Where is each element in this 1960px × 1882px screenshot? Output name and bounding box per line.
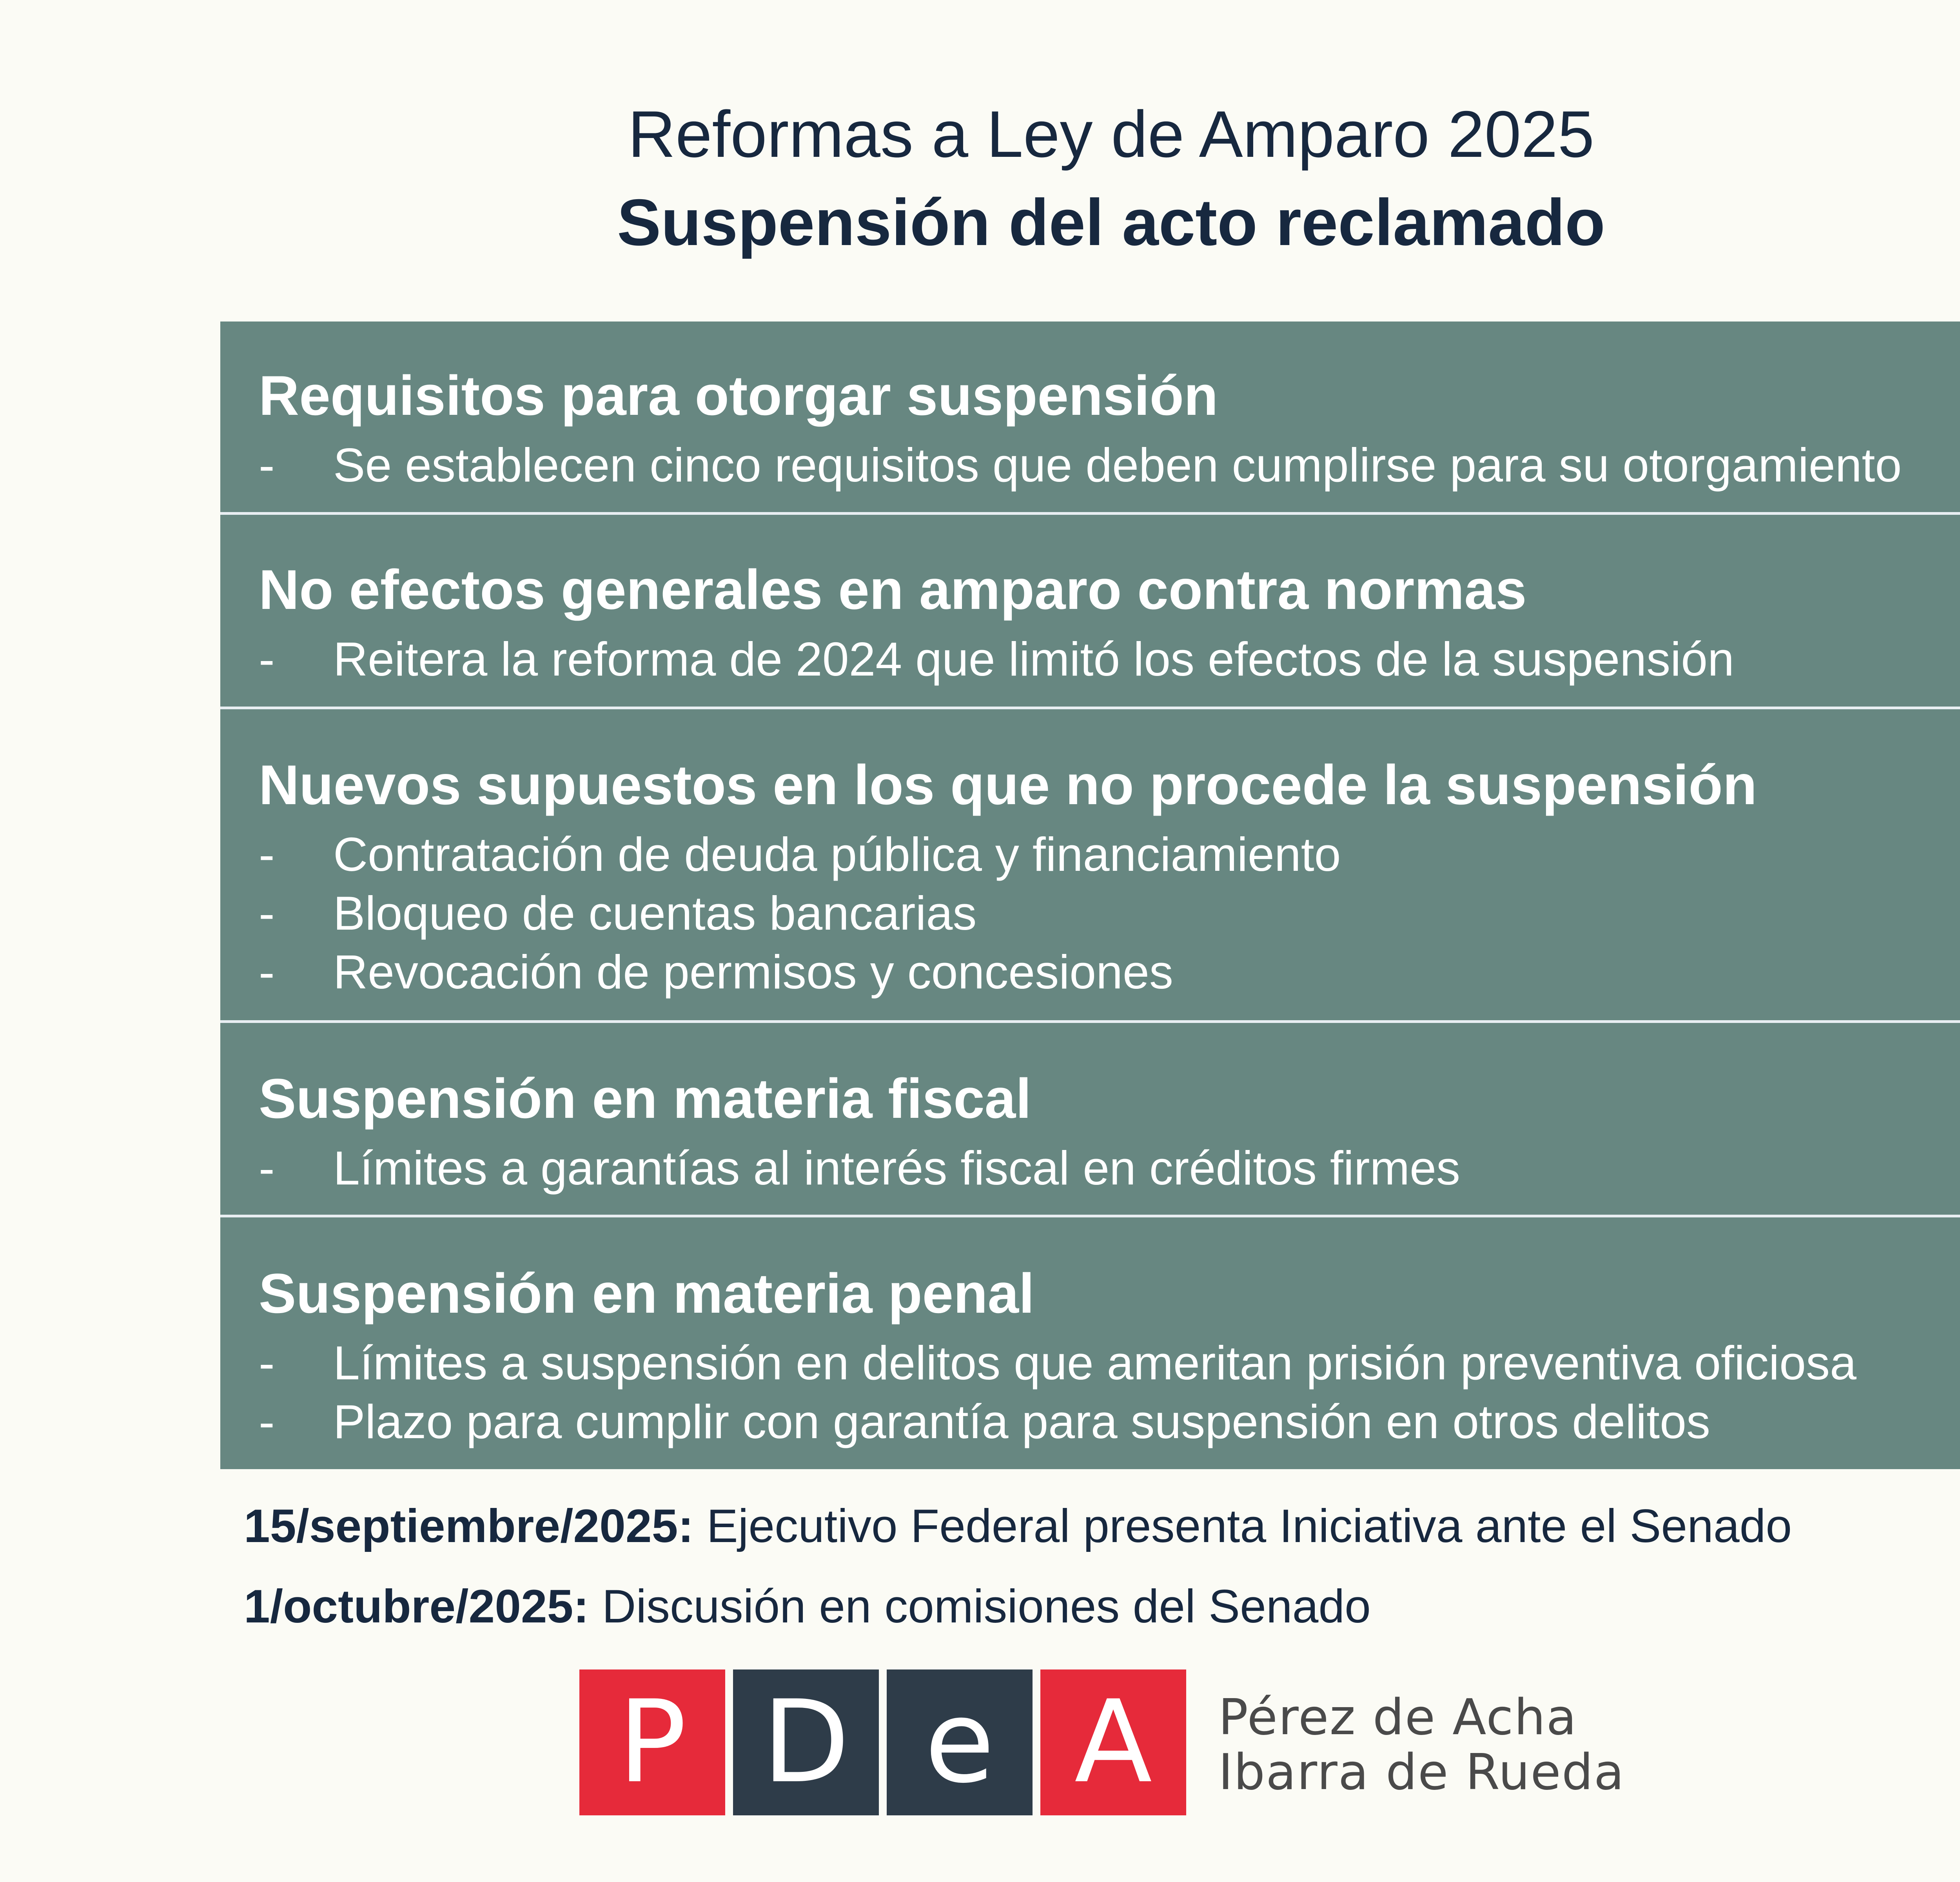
timeline-date: 15/septiembre/2025:	[244, 1500, 694, 1552]
bullet-marker: -	[259, 828, 275, 881]
list-item	[259, 825, 1960, 884]
section-divider	[220, 1215, 1960, 1217]
header	[0, 90, 1960, 267]
section-no-efectos-generales	[220, 553, 1960, 688]
list-item	[259, 436, 1960, 494]
logo-letter-d: D	[733, 1669, 879, 1815]
section-divider	[220, 707, 1960, 709]
timeline-entry	[244, 1566, 1792, 1647]
bullet-text: Reitera la reforma de 2024 que limitó los efectos de la suspensión	[333, 632, 1734, 686]
bullet-list	[259, 630, 1960, 688]
bullet-marker: -	[259, 945, 275, 999]
page-subtitle: Suspensión del acto reclamado	[617, 185, 1605, 259]
bullet-list	[259, 825, 1960, 1001]
bullet-list	[259, 1139, 1960, 1197]
firm-name-line2: Ibarra de Rueda	[1218, 1743, 1625, 1801]
section-requisitos	[220, 359, 1960, 494]
bullet-text: Se establecen cinco requisitos que deben cumplirse para su otorgamiento	[333, 438, 1902, 492]
bullet-list	[259, 1333, 1960, 1451]
section-nuevos-supuestos	[220, 748, 1960, 1001]
section-heading: No efectos generales en amparo contra normas	[259, 559, 1527, 621]
logo-letter-e: e	[887, 1669, 1033, 1815]
section-heading: Suspensión en materia penal	[259, 1263, 1034, 1325]
bullet-marker: -	[259, 1141, 275, 1195]
list-item	[259, 1139, 1960, 1197]
timeline-text: Ejecutivo Federal presenta Iniciativa ante el Senado	[706, 1500, 1792, 1552]
bullet-text: Contratación de deuda pública y financiamiento	[333, 828, 1341, 881]
logo-letter-a: A	[1040, 1669, 1186, 1815]
list-item	[259, 1333, 1960, 1392]
firm-name	[1218, 1690, 1625, 1800]
bullet-text: Límites a garantías al interés fiscal en créditos firmes	[333, 1141, 1460, 1195]
firm-name-line1: Pérez de Acha	[1218, 1688, 1577, 1746]
section-divider	[220, 512, 1960, 515]
timeline-date: 1/octubre/2025:	[244, 1580, 589, 1633]
timeline-entry	[244, 1486, 1792, 1566]
page-title: Reformas a Ley de Amparo 2025	[628, 97, 1595, 171]
section-heading: Nuevos supuestos en los que no procede la suspensión	[259, 754, 1757, 816]
logo-letter-p: P	[579, 1669, 725, 1815]
list-item	[259, 884, 1960, 943]
bullet-text: Límites a suspensión en delitos que ameritan prisión preventiva oficiosa	[333, 1336, 1857, 1390]
bullet-text: Revocación de permisos y concesiones	[333, 945, 1173, 999]
bullet-marker: -	[259, 438, 275, 492]
summary-panel	[220, 322, 1960, 1469]
bullet-marker: -	[259, 887, 275, 940]
section-heading: Requisitos para otorgar suspensión	[259, 365, 1218, 427]
list-item	[259, 943, 1960, 1001]
bullet-text: Plazo para cumplir con garantía para suspensión en otros delitos	[333, 1395, 1710, 1448]
timeline-text: Discusión en comisiones del Senado	[602, 1580, 1371, 1633]
timeline	[244, 1486, 1792, 1647]
section-divider	[220, 1020, 1960, 1023]
section-materia-fiscal	[220, 1062, 1960, 1197]
bullet-marker: -	[259, 1395, 275, 1448]
bullet-marker: -	[259, 632, 275, 686]
bullet-text: Bloqueo de cuentas bancarias	[333, 887, 977, 940]
list-item	[259, 630, 1960, 688]
section-heading: Suspensión en materia fiscal	[259, 1068, 1031, 1130]
list-item	[259, 1392, 1960, 1451]
bullet-marker: -	[259, 1336, 275, 1390]
section-materia-penal	[220, 1257, 1960, 1451]
bullet-list	[259, 436, 1960, 494]
